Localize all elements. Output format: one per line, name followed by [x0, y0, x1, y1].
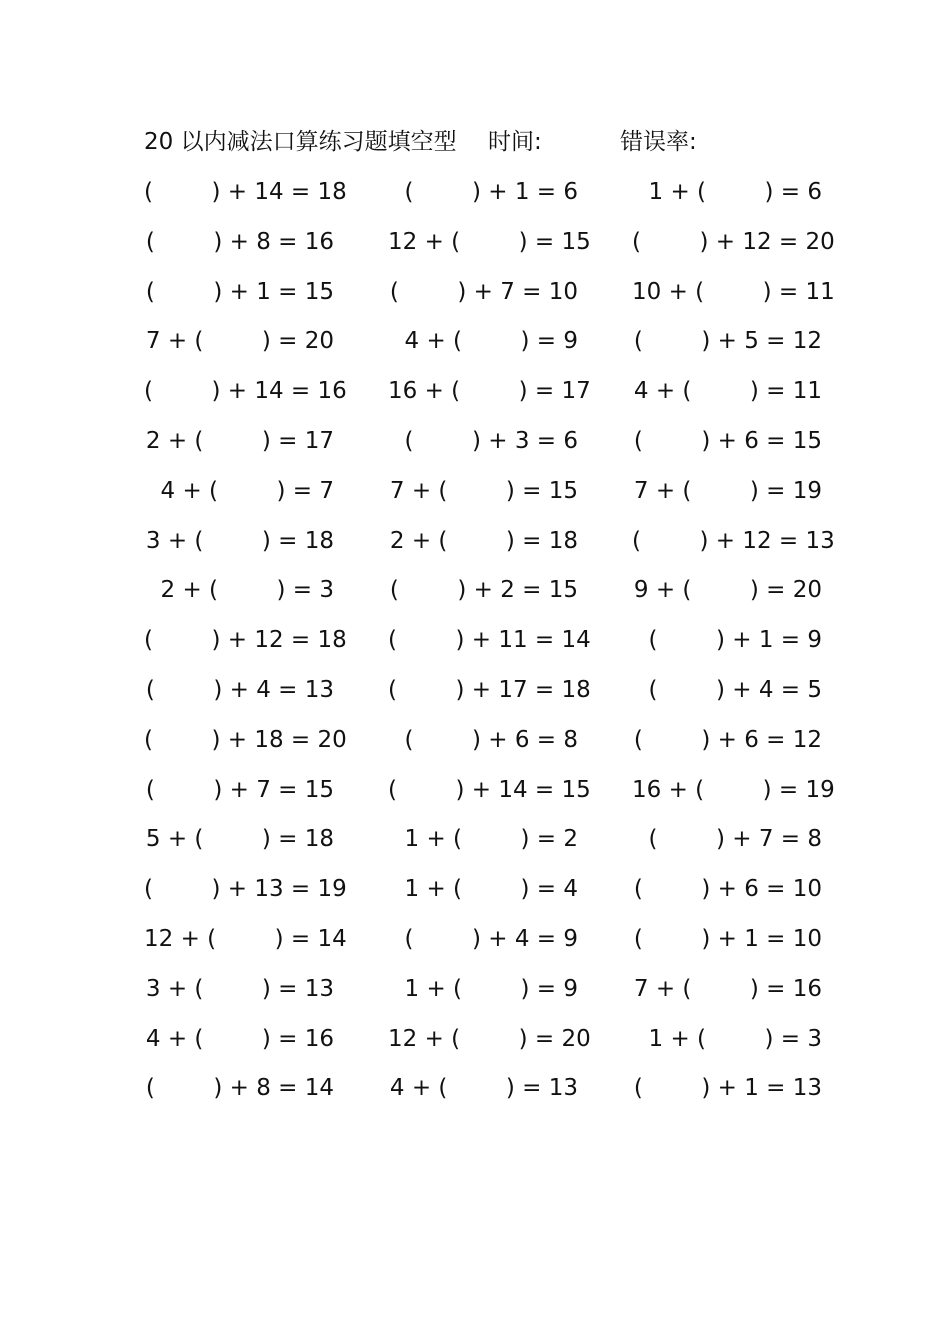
problem-item: 1 + ( ) = 2 — [404, 826, 578, 853]
problem-item: ( ) + 14 = 16 — [144, 378, 347, 405]
problem-item: ( ) + 13 = 19 — [144, 876, 347, 903]
problem-item: ( ) + 6 = 8 — [404, 726, 578, 753]
problem-item: ( ) + 4 = 5 — [648, 676, 822, 703]
problem-item: 16 + ( ) = 17 — [388, 378, 591, 405]
problem-item: 10 + ( ) = 11 — [632, 278, 835, 305]
problem-item: ( ) + 12 = 18 — [144, 627, 347, 654]
problem-item: ( ) + 1 = 9 — [648, 627, 822, 654]
problem-row — [0, 620, 950, 670]
problem-item: ( ) + 6 = 10 — [633, 876, 822, 903]
problem-row — [0, 272, 950, 322]
problem-row — [0, 321, 950, 371]
problem-item: ( ) + 12 = 20 — [632, 228, 835, 255]
problem-item: ( ) + 1 = 15 — [145, 278, 334, 305]
problem-item: 4 + ( ) = 7 — [160, 477, 334, 504]
problem-row — [0, 1019, 950, 1069]
problem-item: 7 + ( ) = 15 — [389, 477, 578, 504]
problem-row — [0, 670, 950, 720]
problem-item: 2 + ( ) = 3 — [160, 577, 334, 604]
problem-item: ( ) + 4 = 9 — [404, 925, 578, 952]
problem-item: ( ) + 3 = 6 — [404, 427, 578, 454]
problem-item: 3 + ( ) = 18 — [145, 527, 334, 554]
problem-row — [0, 770, 950, 820]
problem-item: 9 + ( ) = 20 — [633, 577, 822, 604]
problem-item: ( ) + 11 = 14 — [388, 627, 591, 654]
problem-item: 7 + ( ) = 16 — [633, 975, 822, 1002]
problem-item: ( ) + 1 = 6 — [404, 179, 578, 205]
problem-item: ( ) + 6 = 15 — [633, 427, 822, 454]
problem-item: 2 + ( ) = 18 — [389, 527, 578, 554]
problem-item: 12 + ( ) = 14 — [144, 925, 347, 952]
problem-item: ( ) + 4 = 13 — [145, 676, 334, 703]
problem-item: 16 + ( ) = 19 — [632, 776, 835, 803]
problem-item: ( ) + 7 = 10 — [389, 278, 578, 305]
worksheet-header — [0, 124, 950, 160]
problem-item: 1 + ( ) = 4 — [404, 876, 578, 903]
problem-item: ( ) + 18 = 20 — [144, 726, 347, 753]
problem-item: ( ) + 5 = 12 — [633, 328, 822, 355]
problem-row — [0, 969, 950, 1019]
problem-item: ( ) + 8 = 16 — [145, 228, 334, 255]
problem-item: ( ) + 8 = 14 — [145, 1075, 334, 1102]
problem-item: 12 + ( ) = 20 — [388, 1025, 591, 1052]
problem-row — [0, 172, 950, 222]
problem-item: 4 + ( ) = 11 — [633, 378, 822, 405]
problem-row — [0, 222, 950, 272]
problem-item: ( ) + 17 = 18 — [388, 676, 591, 703]
problem-item: 1 + ( ) = 6 — [648, 179, 822, 205]
problem-item: ( ) + 14 = 15 — [388, 776, 591, 803]
problem-item: 3 + ( ) = 13 — [145, 975, 334, 1002]
problem-row — [0, 1068, 950, 1118]
time-label: 时间: — [488, 129, 542, 155]
problem-row — [0, 521, 950, 571]
problem-row — [0, 919, 950, 969]
problem-item: ( ) + 1 = 13 — [633, 1075, 822, 1102]
problem-item: 7 + ( ) = 19 — [633, 477, 822, 504]
problem-row — [0, 819, 950, 869]
problem-item: 4 + ( ) = 13 — [389, 1075, 578, 1102]
problem-item: ( ) + 12 = 13 — [632, 527, 835, 554]
problem-row — [0, 371, 950, 421]
problem-row — [0, 720, 950, 770]
problem-item: 2 + ( ) = 17 — [145, 427, 334, 454]
problem-item: 4 + ( ) = 16 — [145, 1025, 334, 1052]
problem-item: ( ) + 6 = 12 — [633, 726, 822, 753]
problem-item: ( ) + 7 = 8 — [648, 826, 822, 853]
problem-grid — [0, 172, 950, 1118]
problem-item: ( ) + 7 = 15 — [145, 776, 334, 803]
worksheet-title: 20 以内减法口算练习题填空型 — [144, 129, 457, 155]
error-rate-label: 错误率: — [620, 129, 697, 155]
problem-item: ( ) + 14 = 18 — [144, 179, 347, 205]
problem-row — [0, 570, 950, 620]
problem-item: ( ) + 1 = 10 — [633, 925, 822, 952]
problem-item: 7 + ( ) = 20 — [145, 328, 334, 355]
problem-row — [0, 471, 950, 521]
problem-item: 12 + ( ) = 15 — [388, 228, 591, 255]
problem-item: 5 + ( ) = 18 — [145, 826, 334, 853]
problem-item: 1 + ( ) = 3 — [648, 1025, 822, 1052]
problem-item: ( ) + 2 = 15 — [389, 577, 578, 604]
problem-row — [0, 421, 950, 471]
problem-row — [0, 869, 950, 919]
problem-item: 1 + ( ) = 9 — [404, 975, 578, 1002]
problem-item: 4 + ( ) = 9 — [404, 328, 578, 355]
